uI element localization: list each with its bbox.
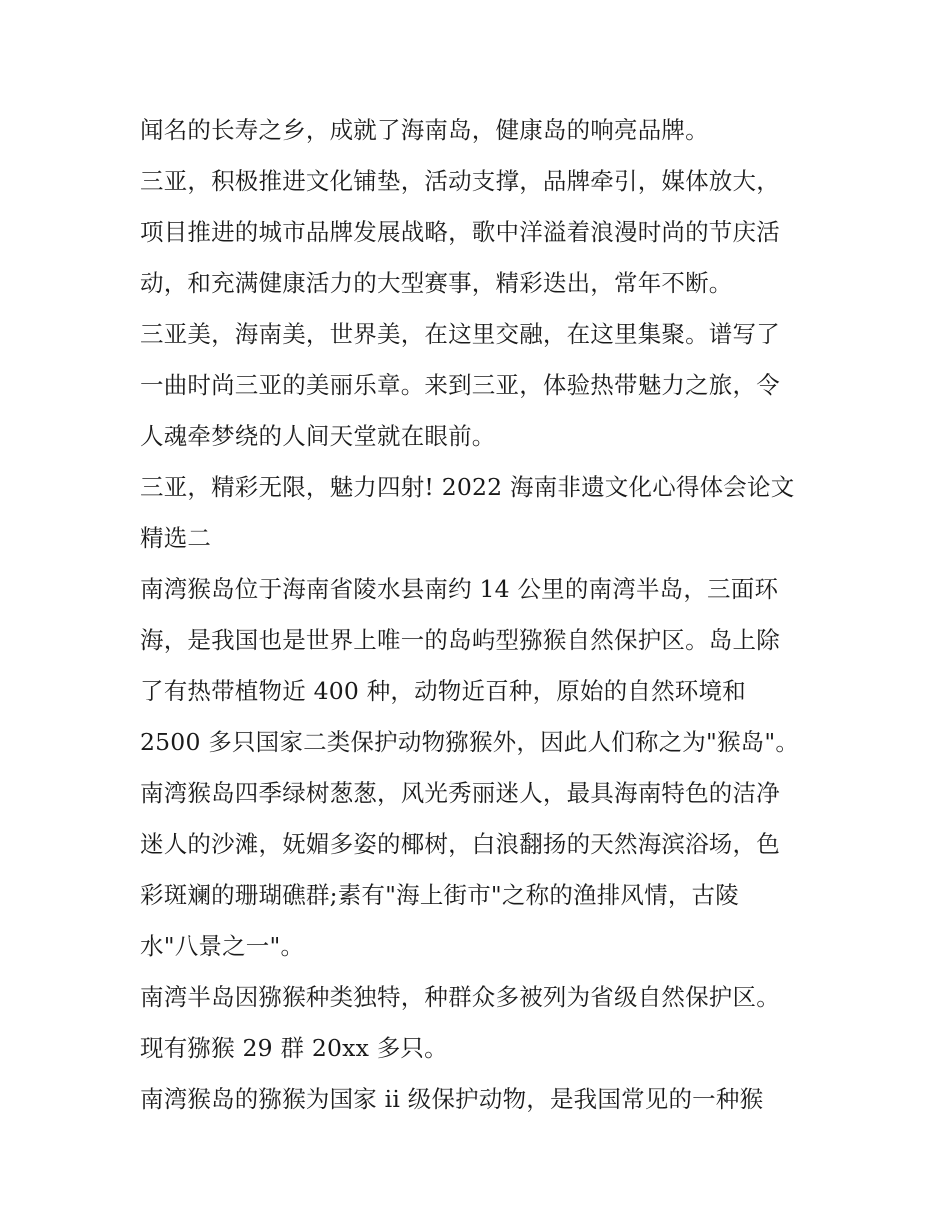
text-line: 水"八景之一"。: [140, 932, 305, 960]
document-page: [140, 105, 820, 1125]
text-line: 海，是我国也是世界上唯一的岛屿型猕猴自然保护区。岛上除: [140, 626, 780, 654]
text-line: 南湾半岛因猕猴种类独特，种群众多被列为省级自然保护区。: [140, 983, 780, 1011]
text-line: 人魂牵梦绕的人间天堂就在眼前。: [140, 422, 496, 450]
section-title-line: 精选二: [140, 524, 212, 552]
text-line: 现有猕猴 29 群 20xx 多只。: [140, 1034, 448, 1062]
text-line: 了有热带植物近 400 种，动物近百种，原始的自然环境和: [140, 677, 746, 705]
text-line: 彩斑斓的珊瑚礁群;素有"海上街市"之称的渔排风情，古陵: [140, 881, 739, 909]
text-line: 一曲时尚三亚的美丽乐章。来到三亚，体验热带魅力之旅，令: [140, 371, 780, 399]
text-line: 闻名的长寿之乡，成就了海南岛，健康岛的响亮品牌。: [140, 116, 709, 144]
text-line: 三亚，积极推进文化铺垫，活动支撑，品牌牵引，媒体放大，: [140, 167, 780, 195]
text-line: 项目推进的城市品牌发展战略，歌中洋溢着浪漫时尚的节庆活: [140, 218, 780, 246]
text-line: 三亚美，海南美，世界美，在这里交融，在这里集聚。谱写了: [140, 320, 780, 348]
text-line: 迷人的沙滩，妩媚多姿的椰树，白浪翻扬的天然海滨浴场，色: [140, 830, 780, 858]
text-line: 南湾猴岛的猕猴为国家 ii 级保护动物，是我国常见的一种猴: [140, 1085, 764, 1113]
text-line: 三亚，精彩无限，魅力四射! 2022 海南非遗文化心得体会论文: [140, 473, 795, 501]
text-line: 动，和充满健康活力的大型赛事，精彩迭出，常年不断。: [140, 269, 733, 297]
text-line: 2500 多只国家二类保护动物猕猴外，因此人们称之为"猴岛"。: [140, 728, 800, 756]
text-line: 南湾猴岛位于海南省陵水县南约 14 公里的南湾半岛，三面环: [140, 575, 779, 603]
text-line: 南湾猴岛四季绿树葱葱，风光秀丽迷人，最具海南特色的洁净: [140, 779, 780, 807]
